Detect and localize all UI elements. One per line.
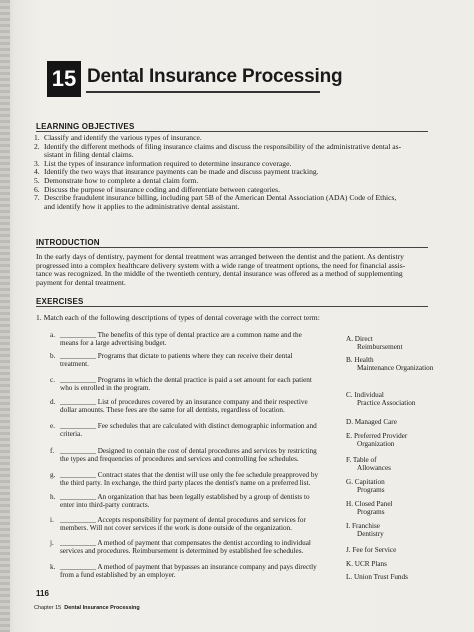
footer-chapter-ref: Chapter 15	[34, 605, 62, 611]
objective-text: Identify the different methods of filing insurance claims and discuss the responsibility of the administrative dental as-	[44, 141, 402, 151]
question-line: __________ A method of payment that bypasses an insurance company and pays directly	[60, 563, 317, 571]
objective-text: Describe fraudulent insurance billing, including part 5B of the American Dental Association (ADA) Code of Ethics,	[44, 193, 397, 203]
footer-chapter-name: Dental Insurance Processing	[64, 605, 140, 611]
answer-label-continued: Dentistry	[357, 530, 384, 539]
answer-option	[346, 391, 436, 407]
binding-shadow	[0, 0, 10, 632]
answer-label: F. Table of	[346, 456, 377, 464]
question-line: __________ List of procedures covered by an insurance company and their respective	[60, 398, 308, 406]
matching-question	[50, 447, 342, 464]
answer-label: K. UCR Plans	[346, 560, 387, 568]
answer-label: E. Preferred Provider	[346, 432, 408, 440]
answer-label: A. Direct	[346, 335, 373, 343]
section-divider	[36, 247, 428, 248]
answer-option	[346, 573, 436, 581]
question-line: services and procedures. Reimbursement is determined by established fee schedules.	[60, 547, 304, 556]
question-line: __________ The benefits of this type of dental practice are a common name and the	[60, 331, 302, 339]
objectives-list	[34, 134, 428, 211]
introduction-line: tance was recognized. In the middle of the twentieth century, dental insurance was offered as a method of supplementing	[36, 269, 403, 279]
introduction-heading: INTRODUCTION	[36, 238, 100, 247]
question-letter: k.	[50, 563, 56, 571]
matching-question	[50, 493, 342, 510]
question-line: __________ Contract states that the dentist will use only the fee schedule preapproved by	[60, 471, 319, 479]
answer-label: B. Health	[346, 356, 374, 364]
matching-question	[50, 398, 342, 415]
objective-item	[34, 203, 428, 212]
question-letter: b.	[50, 352, 56, 360]
question-line: __________ Designed to contain the cost of dental procedures and services by restricting	[60, 447, 317, 455]
answer-option	[346, 432, 436, 448]
objective-number: 7.	[34, 193, 40, 203]
answer-label-continued: Programs	[357, 486, 385, 495]
objective-number: 6.	[34, 184, 40, 194]
question-letter: h.	[50, 493, 56, 501]
section-divider	[36, 131, 428, 132]
matching-question	[50, 539, 342, 556]
introduction-line: In the early days of dentistry, payment for dental treatment was arranged between the dentist and the patient. As dentistry	[36, 252, 404, 261]
answer-option	[346, 456, 436, 472]
answer-option	[346, 418, 436, 426]
chapter-title: Dental Insurance Processing	[87, 66, 343, 87]
answer-label: G. Capitation	[346, 478, 385, 486]
question-line: the types and frequencies of procedures and services and controlling fee schedules.	[60, 455, 299, 464]
objective-number: 2.	[34, 141, 40, 151]
matching-question	[50, 331, 342, 348]
question-line: enter into third-party contracts.	[60, 501, 150, 510]
objective-number: 3.	[34, 158, 40, 168]
question-line: means for a large advertising budget.	[60, 339, 167, 348]
question-letter: c.	[50, 376, 55, 384]
answer-option	[346, 522, 436, 538]
question-line: treatment.	[60, 360, 89, 369]
answer-label: L. Union Trust Funds	[346, 573, 408, 581]
question-line: criteria.	[60, 430, 83, 439]
answer-label: I. Franchise	[346, 522, 380, 530]
question-letter: d.	[50, 398, 56, 406]
question-line: members. Will not cover services if the work is done outside of the organization.	[60, 524, 292, 533]
matching-question	[50, 422, 342, 439]
answer-label: J. Fee for Service	[346, 546, 397, 554]
answer-label-continued: Allowances	[357, 464, 391, 473]
question-line: __________ Programs that dictate to patients where they can receive their dental	[60, 352, 293, 360]
matching-question	[50, 563, 342, 580]
matching-question	[50, 352, 342, 369]
answer-option	[346, 478, 436, 494]
question-line: dollar amounts. These fees are the same for all dentists, regardless of location.	[60, 406, 285, 415]
answer-option	[346, 335, 436, 351]
objective-text: sistant in filing dental claims.	[44, 150, 134, 160]
objective-text: Identify the two ways that insurance payments can be made and discuss payment tracking.	[44, 167, 319, 177]
title-underline	[86, 91, 320, 93]
matching-question	[50, 376, 342, 393]
answer-option	[346, 546, 436, 554]
answer-label: C. Individual	[346, 391, 384, 399]
question-line: the third party. In exchange, the third party places the dentist's name on a preferred list.	[60, 479, 311, 488]
answer-label-continued: Maintenance Organization	[357, 364, 434, 373]
matching-question	[50, 516, 342, 533]
exercises-heading: EXERCISES	[36, 297, 84, 306]
objective-text: Classify and identify the various types of insurance.	[44, 133, 202, 142]
question-letter: a.	[50, 331, 55, 339]
answer-label-continued: Programs	[357, 508, 385, 517]
introduction-line: payment for dental treatment.	[36, 277, 126, 287]
objective-number	[34, 203, 44, 212]
answer-label: H. Closed Panel	[346, 500, 393, 508]
question-line: __________ A method of payment that compensates the dentist according to individual	[60, 539, 311, 547]
answer-label: D. Managed Care	[346, 418, 397, 426]
question-line: who is enrolled in the program.	[60, 384, 151, 393]
answer-option	[346, 356, 436, 372]
question-letter: g.	[50, 471, 56, 479]
question-line: __________ Programs in which the dental practice is paid a set amount for each patient	[60, 376, 312, 384]
objective-number: 5.	[34, 175, 40, 185]
objective-text: Discuss the purpose of insurance coding and differentiate between categories.	[44, 184, 281, 194]
question-letter: e.	[50, 422, 55, 430]
objective-text: and identify how it applies to the administrative dental assistant.	[44, 201, 240, 211]
question-line: from a fund established by an employer.	[60, 571, 176, 580]
question-letter: i.	[50, 516, 54, 524]
introduction-text	[36, 253, 428, 287]
section-divider	[36, 306, 428, 307]
question-letter: j.	[50, 539, 54, 547]
question-letter: f.	[50, 447, 55, 455]
answer-label-continued: Reimbursement	[357, 343, 403, 352]
objective-number: 1.	[34, 133, 40, 142]
objective-text: Demonstrate how to complete a dental claim form.	[44, 175, 199, 185]
objective-text: List the types of insurance information required to determine insurance coverage.	[44, 158, 292, 168]
matching-question	[50, 471, 342, 488]
learning-objectives-heading: LEARNING OBJECTIVES	[36, 122, 135, 131]
answer-label-continued: Practice Association	[357, 399, 416, 408]
running-footer	[34, 605, 140, 611]
objective-number: 4.	[34, 167, 40, 177]
question-line: __________ An organization that has been legally established by a group of dentists to	[60, 493, 310, 501]
question-line: __________ Fee schedules that are calculated with distinct demographic information and	[60, 422, 317, 430]
question-line: __________ Accepts responsibility for payment of dental procedures and services for	[60, 516, 306, 524]
page-number: 116	[36, 589, 49, 598]
answer-option	[346, 560, 436, 568]
chapter-number-badge: 15	[47, 61, 81, 97]
answer-label-continued: Organization	[357, 440, 395, 449]
introduction-line: progressed into a complex healthcare delivery system with a wide range of treatment options, the need for financial assis-	[36, 260, 406, 270]
exercise-instruction: 1. Match each of the following descriptions of types of dental coverage with the correct term:	[36, 313, 320, 322]
answer-option	[346, 500, 436, 516]
